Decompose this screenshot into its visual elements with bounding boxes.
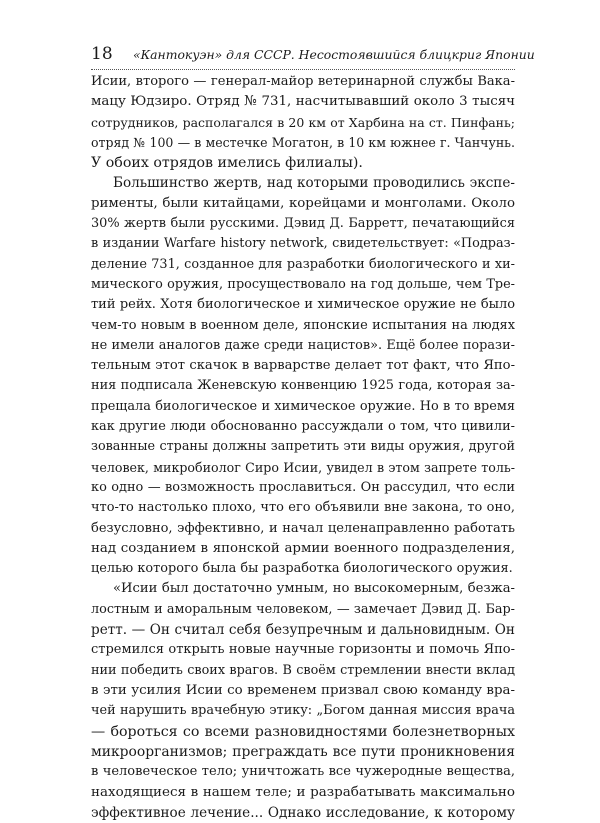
text-line: микроорганизмов; преграждать все пути проникновения: [91, 743, 515, 760]
text-line: чей нарушить врачебную этику: „Богом данная миссия врача: [91, 703, 515, 719]
text-line: безусловно, эффективно, и начал целенаправленно работать: [91, 520, 515, 536]
running-title: «Кантокуэн» для СССР. Несостоявшийся блицкриг Японии: [133, 47, 535, 62]
text-line: отряд № 100 — в местечке Могатон, в 10 км южнее г. Чанчунь.: [91, 134, 515, 150]
paragraph-3: [91, 579, 515, 823]
text-line: Большинство жертв, над которыми проводились экспе-: [113, 175, 515, 192]
page-number: 18: [91, 44, 113, 64]
text-line: ретт. — Он считал себя безупречным и дальновидным. Он: [91, 622, 515, 639]
text-line: — бороться со всеми разновидностями болезнетворных: [91, 723, 515, 740]
text-line: деление 731, созданное для разработки биологического и хи-: [91, 256, 515, 272]
text-line: 30% жертв были русскими. Дэвид Д. Барретт, печатающийся: [91, 216, 515, 232]
text-line: тельным этот скачок в варварстве делает тот факт, что Япо-: [91, 358, 515, 374]
text-line: ко одно — возможность прославиться. Он рассудил, что если: [91, 479, 515, 495]
paragraph-2: [91, 173, 515, 579]
body-text: [91, 72, 515, 823]
text-line: в эти усилия Исии со временем призвал свою команду вра-: [91, 682, 515, 698]
text-line: тий рейх. Хотя биологическое и химическое оружие не было: [91, 297, 515, 313]
text-line: зованные страны должны запретить эти виды оружия, другой: [91, 439, 515, 455]
text-line: в издании Warfare history network, свидетельствует: «Подраз-: [91, 236, 515, 252]
page-header: [91, 43, 535, 69]
text-line: мического оружия, просуществовало на год дольше, чем Тре-: [91, 276, 515, 292]
text-line: эффективное лечение... Однако исследование, к которому: [91, 804, 515, 821]
text-line: в человеческое тело; уничтожать все чужеродные вещества,: [91, 764, 515, 780]
text-line: мацу Юдзиро. Отряд № 731, насчитывавший около 3 тысяч: [91, 94, 515, 110]
text-line: У обоих отрядов имелись филиалы).: [91, 155, 363, 172]
text-line: находящиеся в нашем теле; и разрабатывать максимально: [91, 784, 515, 801]
text-line: ния подписала Женевскую конвенцию 1925 года, которая за-: [91, 378, 515, 394]
text-line: прещала биологическое и химическое оружие. Но в то время: [91, 398, 515, 414]
text-line: стремился открыть новые научные горизонты и помочь Япо-: [91, 642, 515, 658]
text-line: над созданием в японской армии военного подразделения,: [91, 540, 515, 556]
text-line: чем-то новым в военном деле, японские испытания на людях: [91, 317, 515, 333]
text-line: что-то настолько плохо, что его объявили вне закона, то оно,: [91, 500, 515, 516]
paragraph-1: [91, 72, 515, 173]
header-rule: [91, 69, 515, 70]
text-line: как другие люди обоснованно рассуждали о том, что цивили-: [91, 419, 515, 435]
text-line: не имели аналогов даже среди нацистов». Ещё более порази-: [91, 337, 515, 353]
text-line: целью которого была бы разработка биологического оружия.: [91, 561, 513, 577]
text-line: «Исии был достаточно умным, но высокомерным, безжа-: [113, 581, 515, 597]
text-line: лостным и аморальным человеком, — замечает Дэвид Д. Бар-: [91, 601, 515, 617]
text-line: Исии, второго — генерал-майор ветеринарной службы Вака-: [91, 74, 515, 89]
text-line: нии победить своих врагов. В своём стремлении внести вклад: [91, 662, 515, 678]
text-line: человек, микробиолог Сиро Исии, увидел в этом запрете толь-: [91, 459, 515, 475]
text-line: сотрудников, располагался в 20 км от Харбина на ст. Пинфань;: [91, 114, 515, 130]
text-line: рименты, были китайцами, корейцами и монголами. Около: [91, 195, 515, 211]
